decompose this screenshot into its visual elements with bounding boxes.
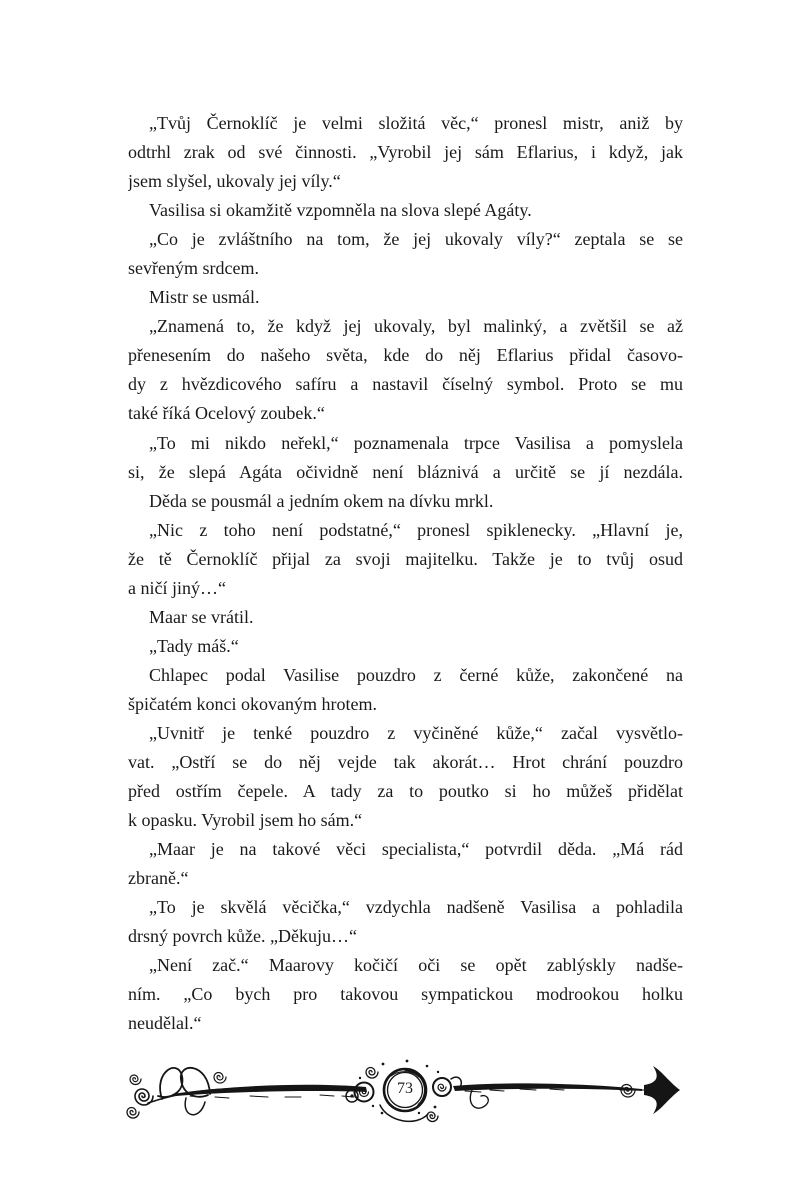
right-end-spiral: [621, 1085, 635, 1098]
center-left-rosette-dot: [350, 1094, 353, 1097]
text-line: „Znamená to, že když jej ukovaly, byl malinký, a zvětšil se až: [149, 316, 683, 337]
text-line: „Nic z toho není podstatné,“ pronesl spiklenecky. „Hlavní je,: [149, 519, 683, 540]
text-line: „Co je zvláštního na tom, že jej ukovaly víly?“ zeptala se se: [149, 229, 683, 250]
flourish-small-spiral-after-leaves: [214, 1073, 226, 1084]
text-line: „Uvnitř je tenké pouzdro z vyčiněné kůže,“ začal vysvětlo-: [149, 722, 683, 743]
text-line: také říká Ocelový zoubek.“: [128, 403, 325, 424]
left-rule-texture: [190, 1095, 354, 1098]
text-line: dy z hvězdicového safíru a nastavil číselný symbol. Proto se mu: [128, 374, 683, 395]
text-line: Děda se pousmál a jedním okem na dívku mrkl.: [149, 490, 494, 511]
text-line: jsem slyšel, ukovaly jej víly.“: [128, 171, 341, 192]
text-line: „To je skvělá věcička,“ vzdychla nadšeně Vasilisa a pohladila: [149, 897, 683, 918]
center-right-rosette-ring: [433, 1078, 451, 1096]
text-line: zbraně.“: [128, 868, 189, 889]
text-line: si, že slepá Agáta očividně není bláznivá a určitě se jí nezdála.: [128, 461, 683, 482]
text-line: „Tady máš.“: [149, 635, 239, 656]
page-number: 73: [397, 1080, 413, 1097]
text-line: Mistr se usmál.: [149, 287, 260, 308]
page-footer: [0, 1045, 787, 1140]
right-arrow-fleur: [644, 1066, 680, 1114]
left-rule: [172, 1085, 367, 1096]
text-line: odtrhl zrak od své činnosti. „Vyrobil jej sám Eflarius, i když, jak: [128, 142, 683, 163]
text-line: Vasilisa si okamžitě vzpomněla na slova slepé Agáty.: [149, 200, 532, 221]
text-line: a ničí jiný…“: [128, 577, 226, 598]
text-line: před ostřím čepele. A tady za to poutko si ho můžeš přidělat: [128, 781, 683, 802]
text-line: neudělal.“: [128, 1013, 202, 1034]
flourish-leaf-loop-hanging: [185, 1098, 205, 1115]
center-left-small-spiral-top: [366, 1068, 378, 1079]
text-line: „Maar je na takové věci specialista,“ potvrdil děda. „Má rád: [149, 839, 683, 860]
text-line: k opasku. Vyrobil jsem ho sám.“: [128, 810, 363, 831]
text-line: špičatém konci okovaným hrotem.: [128, 693, 377, 714]
text-line: drsný povrch kůže. „Děkuju…“: [128, 926, 357, 947]
text-line: „To mi nikdo neřekl,“ poznamenala trpce Vasilisa a pomyslela: [149, 432, 683, 453]
flourish-left-spiral-top: [130, 1075, 141, 1085]
text-block: [128, 109, 683, 1039]
center-right-rosette-spiral: [438, 1084, 446, 1091]
text-line: přenesením do našeho světa, kde do něj Eflarius přidal časovo-: [128, 345, 683, 366]
flourish-left-spiral-bottom: [127, 1108, 139, 1119]
right-rule: [453, 1083, 642, 1091]
text-line: sevřeným srdcem.: [128, 258, 259, 279]
right-rule-under-curl: [470, 1090, 488, 1108]
text-line: vat. „Ostří se do něj vejde tak akorát… Hrot chrání pouzdro: [128, 752, 683, 773]
text-line: ním. „Co bych pro takovou sympatickou modrookou holku: [128, 984, 683, 1005]
text-line: Chlapec podal Vasilise pouzdro z černé kůže, zakončené na: [149, 664, 683, 685]
text-line: „Tvůj Černoklíč je velmi složitá věc,“ pronesl mistr, aniž by: [149, 113, 683, 133]
medallion-under-curl-spiral: [427, 1112, 438, 1122]
text-line: Maar se vrátil.: [149, 606, 254, 627]
text-line: „Není zač.“ Maarovy kočičí oči se opět zablýskly nadše-: [149, 955, 683, 976]
text-line: že tě Černoklíč přijal za svoji majitelku. Takže je to tvůj osud: [128, 548, 683, 569]
